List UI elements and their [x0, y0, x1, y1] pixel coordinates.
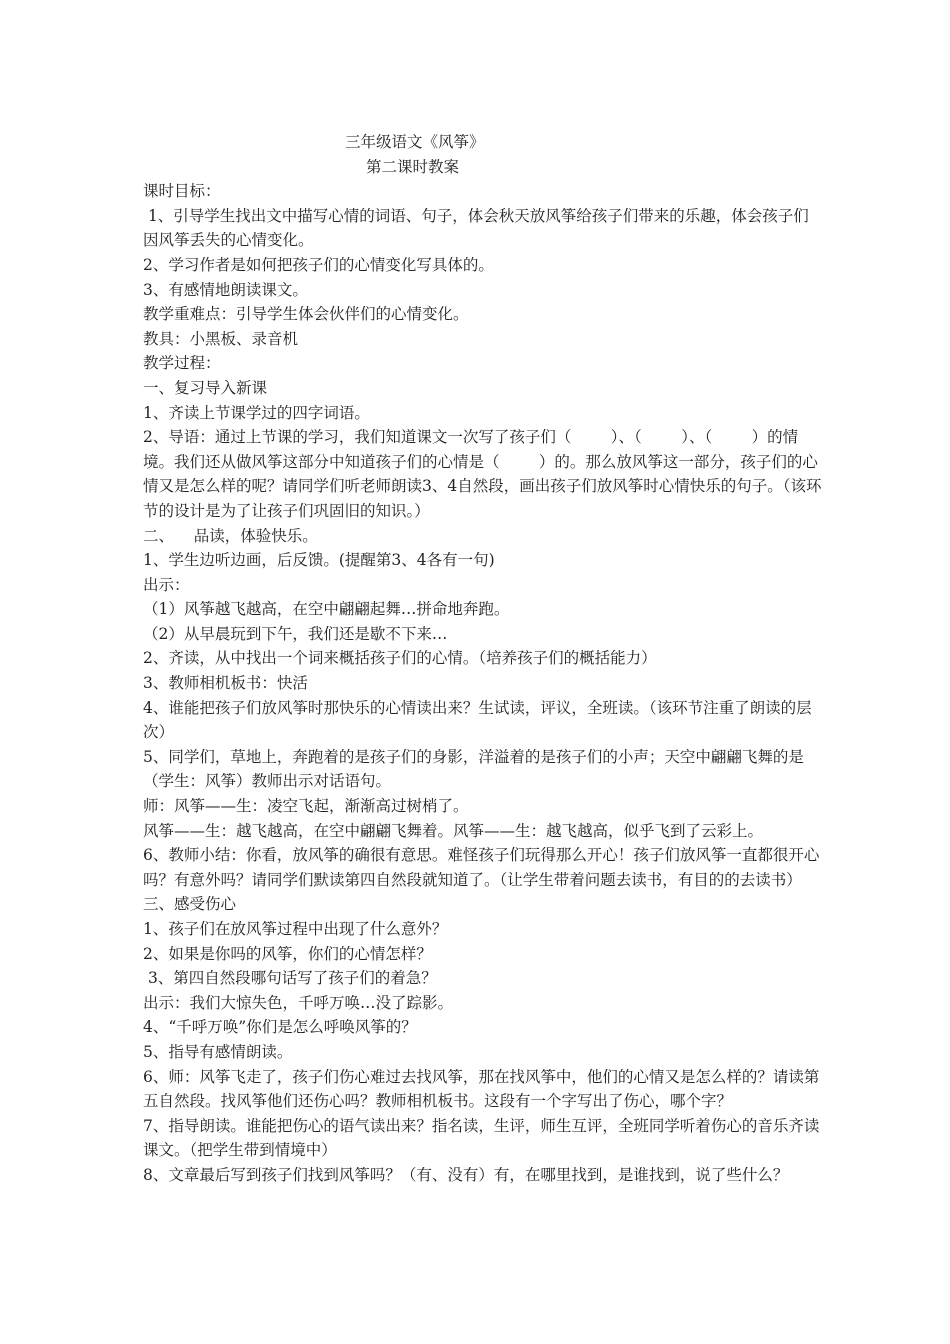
text-line: 2、齐读，从中找出一个词来概括孩子们的心情。（培养孩子们的概括能力） [143, 649, 657, 668]
text-line: 8、文章最后写到孩子们找到风筝吗？（有、没有）有，在哪里找到，是谁找到，说了些什么？ [143, 1165, 789, 1184]
text-line: 4、谁能把孩子们放风筝时那快乐的心情读出来？生试读，评议，全班读。（该环节注重了朗读的层次） [143, 698, 812, 742]
text-line: 5、同学们，草地上，奔跑着的是孩子们的身影，洋溢着的是孩子们的小声；天空中翩翩飞舞的是（学生：风筝）教师出示对话语句。 [143, 747, 804, 791]
text-line: 风筝——生：越飞越高，在空中翩翩飞舞着。风筝——生：越飞越高，似乎飞到了云彩上。 [143, 821, 764, 840]
text-line: 1、引导学生找出文中描写心情的词语、句子，体会秋天放风筝给孩子们带来的乐趣，体会孩子们因风筝丢失的心情变化。 [143, 206, 809, 250]
document-subtitle: 第二课时教案 [366, 157, 460, 176]
text-line: 2、导语：通过上节课的学习，我们知道课文一次写了孩子们（ ）、（ ）、（ ）的情境。我们还从做风筝这部分中知道孩子们的心情是（ ）的。那么放风筝这一部分，孩子们的心情又是怎么样的呢？请同学们听老师朗读3、4自然段，画出孩子们放风筝时心情快乐的句子。（该环节的设计是为了让孩子们巩固旧的知识。） [143, 428, 822, 520]
text-line: 二、 品读，体验快乐。 [143, 526, 318, 545]
text-line: 7、指导朗读。谁能把伤心的语气读出来？指名读，生评，师生互评，全班同学听着伤心的音乐齐读课文。（把学生带到情境中） [143, 1116, 820, 1160]
text-line: 3、第四自然段哪句话写了孩子们的着急？ [143, 969, 437, 988]
text-line: （1）风筝越飞越高，在空中翩翩起舞…拼命地奔跑。 [143, 600, 510, 619]
text-line: 教具：小黑板、录音机 [143, 329, 299, 348]
text-line: 6、师：风筝飞走了，孩子们伤心难过去找风筝，那在找风筝中，他们的心情又是怎么样的？请读第五自然段。找风筝他们还伤心吗？教师相机板书。这段有一个字写出了伤心，哪个字？ [143, 1067, 820, 1111]
document-title: 三年级语文《风筝》 [345, 133, 485, 151]
text-line: 1、学生边听边画，后反馈。(提醒第3、4各有一句) [143, 551, 495, 570]
document-lines [143, 179, 823, 1187]
text-line: 1、齐读上节课学过的四字词语。 [143, 403, 370, 422]
document-body [143, 130, 823, 1188]
text-line: 师：风筝——生：凌空飞起，渐渐高过树梢了。 [143, 797, 469, 816]
text-line: （2）从早晨玩到下午，我们还是歇不下来… [143, 624, 448, 643]
text-line: 课时目标： [143, 182, 221, 201]
text-line: 出示： [143, 575, 190, 594]
text-line: 1、孩子们在放风筝过程中出现了什么意外？ [143, 920, 448, 938]
text-line: 5、指导有感情朗读。 [143, 1042, 293, 1061]
text-line: 3、教师相机板书：快活 [143, 674, 308, 693]
text-line: 2、如果是你吗的风筝，你们的心情怎样？ [143, 944, 432, 963]
text-line: 2、学习作者是如何把孩子们的心情变化写具体的。 [143, 255, 494, 274]
text-line: 一、复习导入新课 [143, 378, 268, 397]
text-line: 教学过程： [143, 354, 221, 373]
text-line: 出示：我们大惊失色，千呼万唤…没了踪影。 [143, 993, 454, 1012]
text-line: 6、教师小结：你看，放风筝的确很有意思。难怪孩子们玩得那么开心！孩子们放风筝一直都很开心吗？有意外吗？请同学们默读第四自然段就知道了。（让学生带着问题去读书，有目的的去读书） [143, 846, 820, 889]
text-line: 4、“千呼万唤”你们是怎么呼唤风筝的？ [143, 1018, 417, 1037]
text-line: 教学重难点：引导学生体会伙伴们的心情变化。 [143, 305, 469, 324]
text-line: 3、有感情地朗读课文。 [143, 280, 308, 299]
text-line: 三、感受伤心 [143, 895, 237, 914]
